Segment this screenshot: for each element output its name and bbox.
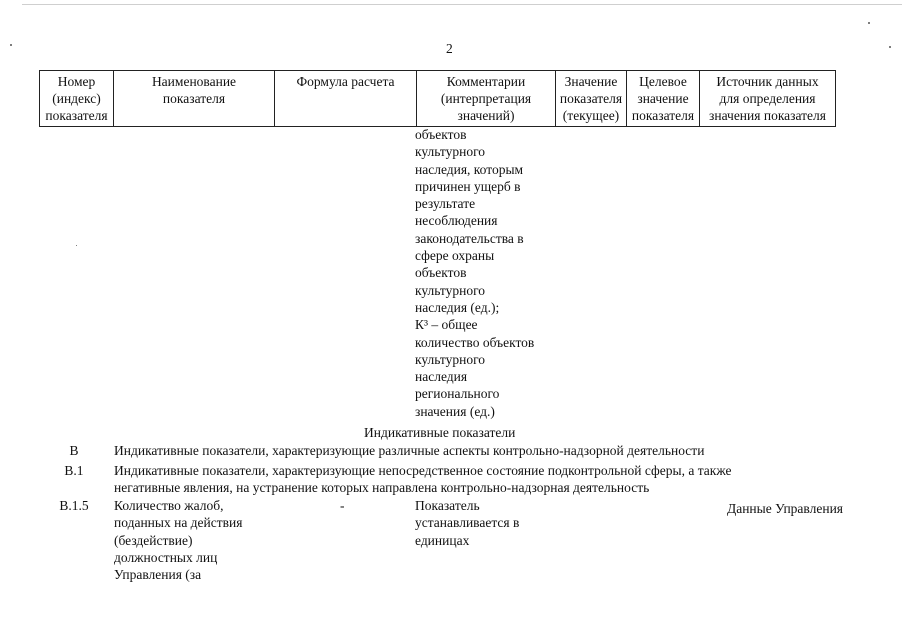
comment-line: наследия — [415, 369, 468, 385]
header-target-line: показателя — [631, 108, 695, 123]
comment-line: количество объектов — [415, 334, 535, 350]
comment-line: несоблюдения — [415, 213, 498, 229]
comment-line: сфере охраны — [415, 248, 495, 264]
comment-line: регионального — [415, 386, 500, 402]
header-formula-line: Формула расчета — [296, 74, 395, 89]
header-target-value-cell — [627, 71, 700, 127]
header-index-cell — [40, 71, 114, 127]
header-index-line: (индекс) — [52, 91, 101, 106]
header-current-line: (текущее) — [562, 108, 620, 123]
header-source-line: значения показателя — [709, 108, 826, 123]
header-index-line: Номер — [57, 74, 96, 89]
comment-line: объектов — [415, 127, 467, 142]
scan-speck — [10, 44, 12, 46]
section-heading: Индикативные показатели — [364, 425, 516, 440]
header-current-line: Значение — [564, 74, 618, 89]
header-comment-line: Комментарии — [446, 74, 526, 89]
row-b15-formula: - — [340, 498, 345, 513]
header-target-line: значение — [637, 91, 689, 106]
scan-speck — [868, 22, 870, 24]
row-b15-number: В.1.5 — [59, 498, 89, 513]
comment-line: К³ – общее — [415, 317, 478, 333]
row-b15-comment-line: Показатель — [415, 498, 480, 513]
row-b15-source: Данные Управления — [727, 501, 844, 516]
comment-line: значения (ед.) — [415, 403, 495, 419]
comment-line: наследия (ед.); — [415, 299, 500, 315]
row-b15-comment — [415, 497, 519, 549]
header-table — [39, 70, 836, 127]
row-b1-number: В.1 — [64, 463, 84, 478]
header-source-line: Источник данных — [716, 74, 819, 89]
header-comment-line: (интерпретация — [440, 91, 532, 106]
header-index-line: показателя — [45, 108, 108, 123]
row-b15-name — [114, 497, 242, 583]
header-comment-line: значений) — [457, 108, 515, 123]
header-current-line: показателя — [559, 91, 623, 106]
comment-line: результате — [415, 196, 476, 212]
scan-speck — [76, 245, 77, 246]
comment-continuation — [415, 126, 534, 420]
comment-line: законодательства в — [415, 230, 524, 246]
header-target-line: Целевое — [639, 74, 687, 89]
row-b-number: В — [69, 443, 79, 458]
row-b15-name-line: (бездействие) — [114, 532, 193, 548]
row-b15-name-line: поданных на действия — [114, 515, 243, 531]
header-source-cell — [700, 71, 836, 127]
row-b15-name-line: Управления (за — [114, 567, 202, 583]
row-b15-comment-line: единицах — [415, 532, 470, 548]
row-b15-name-line: Количество жалоб, — [114, 498, 224, 513]
header-name-cell — [114, 71, 275, 127]
header-name-line: показателя — [162, 91, 226, 106]
comment-line: наследия, которым — [415, 161, 524, 177]
comment-line: культурного — [415, 282, 486, 298]
header-name-line: Наименование — [151, 74, 237, 89]
row-b15-name-line: должностных лиц — [114, 549, 218, 565]
header-formula-cell — [275, 71, 417, 127]
top-edge-line — [22, 4, 902, 5]
row-b1-text-line: негативные явления, на устранение которых направлена контрольно-надзорная деятельность — [114, 480, 650, 495]
page-number: 2 — [446, 41, 453, 56]
comment-line: культурного — [415, 351, 486, 367]
comment-line: культурного — [415, 144, 486, 160]
row-b1-text-line: Индикативные показатели, характеризующие непосредственное состояние подконтрольной сферы, а также — [114, 463, 732, 478]
header-comment-cell — [417, 71, 556, 127]
row-b-text: Индикативные показатели, характеризующие различные аспекты контрольно-надзорной деятельности — [114, 443, 705, 458]
header-current-value-cell — [556, 71, 627, 127]
scan-speck — [889, 46, 891, 48]
comment-line: причинен ущерб в — [415, 178, 521, 194]
header-source-line: для определения — [719, 91, 816, 106]
row-b15-comment-line: устанавливается в — [415, 515, 520, 531]
comment-line: объектов — [415, 265, 467, 281]
